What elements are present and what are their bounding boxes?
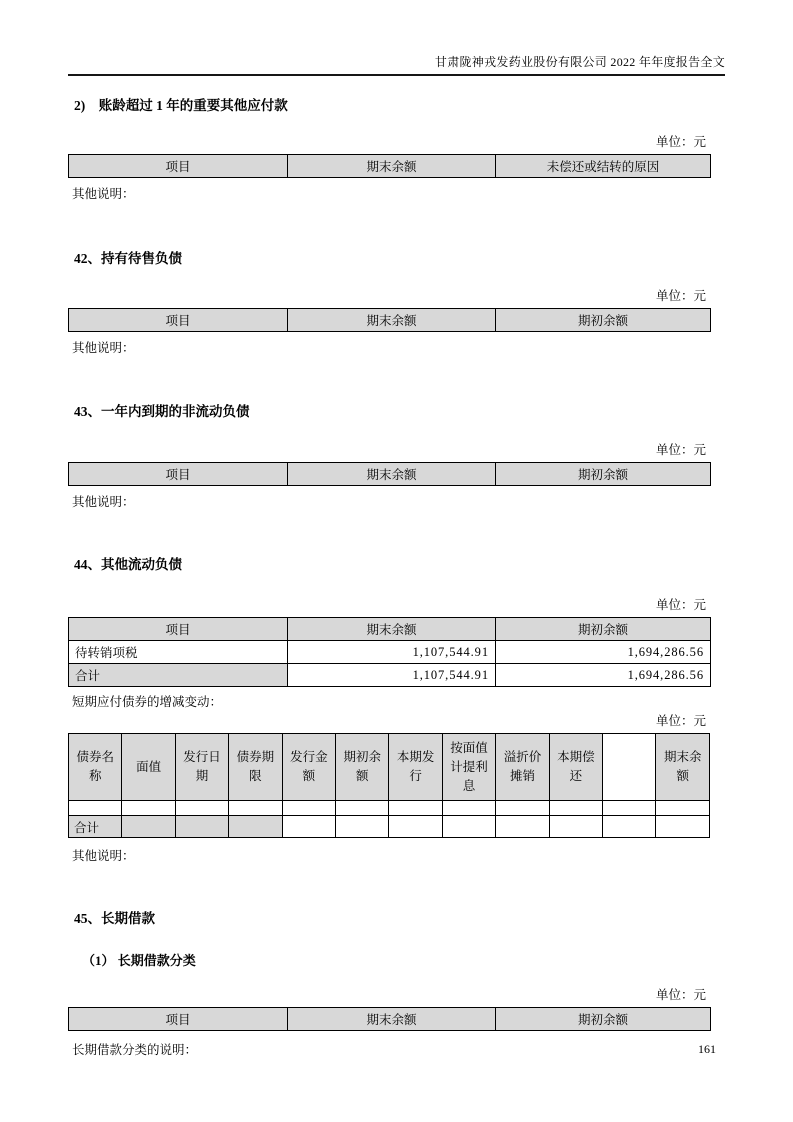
table-row-vat-to-be-transferred <box>69 641 711 664</box>
unit-label: 单位：元 <box>655 135 706 149</box>
section-heading-45: 45、长期借款 <box>74 911 155 927</box>
empty-cell <box>122 816 175 838</box>
empty-cell <box>549 816 602 838</box>
column-header-bond-name: 债券名称 <box>69 734 122 801</box>
bond-change-caption: 短期应付债券的增减变动： <box>72 695 223 709</box>
empty-cell <box>175 816 228 838</box>
column-header-issue-amount: 发行金额 <box>282 734 335 801</box>
empty-cell <box>496 801 549 816</box>
item-cell: 待转销项税 <box>69 641 288 664</box>
column-header-ending-balance: 期末余额 <box>656 734 710 801</box>
column-header-premium-discount-amortization: 溢折价摊销 <box>496 734 549 801</box>
column-header-item: 项目 <box>69 309 288 332</box>
page-number: 161 <box>698 1042 716 1056</box>
empty-cell <box>442 801 495 816</box>
beginning-balance-cell: 1,694,286.56 <box>496 641 711 664</box>
aged-other-payables-table <box>68 154 711 178</box>
section-heading-43: 43、一年内到期的非流动负债 <box>74 404 250 419</box>
other-notes-label: 其他说明： <box>72 341 135 355</box>
section-heading-aged-other-payables: 2) 账龄超过 1 年的重要其他应付款 <box>74 98 288 113</box>
empty-cell <box>496 816 549 838</box>
document-header-title: 甘肃陇神戎发药业股份有限公司 2022 年年度报告全文 <box>434 55 725 69</box>
table-header-row <box>69 309 711 332</box>
unit-label: 单位：元 <box>655 289 706 303</box>
ending-balance-cell: 1,107,544.91 <box>288 641 496 664</box>
empty-cell <box>389 816 442 838</box>
empty-cell <box>389 801 442 816</box>
section-heading-44: 44、其他流动负债 <box>74 557 182 572</box>
section-heading-42: 42、持有待售负债 <box>74 251 182 266</box>
empty-cell <box>603 816 656 838</box>
empty-cell <box>336 816 389 838</box>
table-row-empty <box>69 801 710 816</box>
column-header-repaid-this-period: 本期偿还 <box>549 734 602 801</box>
held-for-sale-liabilities-table <box>68 308 711 332</box>
long-term-loans-table <box>68 1007 711 1031</box>
column-header-issued-this-period: 本期发行 <box>389 734 442 801</box>
column-header-issue-date: 发行日期 <box>175 734 228 801</box>
other-notes-label: 其他说明： <box>72 187 135 201</box>
column-header-ending-balance: 期末余额 <box>288 463 496 486</box>
empty-cell <box>549 801 602 816</box>
beginning-balance-cell: 1,694,286.56 <box>496 664 711 687</box>
other-notes-label: 其他说明： <box>72 849 135 864</box>
short-term-bonds-table <box>68 733 710 838</box>
table-header-row <box>69 463 711 486</box>
empty-cell <box>122 801 175 816</box>
other-current-liabilities-table <box>68 617 711 687</box>
table-header-row <box>69 155 711 178</box>
total-label-cell: 合计 <box>69 664 288 687</box>
column-header-bond-term: 债券期限 <box>229 734 282 801</box>
other-notes-label: 其他说明： <box>72 495 135 509</box>
column-header-beginning-balance: 期初余额 <box>496 618 711 641</box>
header-divider <box>68 74 725 76</box>
column-header-ending-balance: 期末余额 <box>288 618 496 641</box>
column-header-reason: 未偿还或结转的原因 <box>496 155 711 178</box>
empty-cell <box>175 801 228 816</box>
unit-label: 单位：元 <box>655 443 706 457</box>
loan-classification-note: 长期借款分类的说明： <box>72 1043 198 1058</box>
column-header-beginning-balance: 期初余额 <box>336 734 389 801</box>
column-header-interest-at-face: 按面值计提利息 <box>442 734 495 801</box>
empty-cell <box>229 801 282 816</box>
table-header-row <box>69 1008 711 1031</box>
unit-label: 单位：元 <box>655 598 706 612</box>
column-header-item: 项目 <box>69 618 288 641</box>
empty-cell <box>282 816 335 838</box>
column-header-item: 项目 <box>69 463 288 486</box>
column-header-blank <box>603 734 656 801</box>
empty-cell <box>282 801 335 816</box>
empty-cell <box>69 801 122 816</box>
table-row-total <box>69 816 710 838</box>
unit-label: 单位：元 <box>655 988 706 1003</box>
empty-cell <box>442 816 495 838</box>
column-header-ending-balance: 期末余额 <box>288 1008 496 1031</box>
column-header-face-value: 面值 <box>122 734 175 801</box>
column-header-ending-balance: 期末余额 <box>288 155 496 178</box>
column-header-beginning-balance: 期初余额 <box>496 1008 711 1031</box>
empty-cell <box>229 816 282 838</box>
ending-balance-cell: 1,107,544.91 <box>288 664 496 687</box>
column-header-item: 项目 <box>69 1008 288 1031</box>
table-header-row <box>69 618 711 641</box>
empty-cell <box>336 801 389 816</box>
table-header-row <box>69 734 710 801</box>
column-header-beginning-balance: 期初余额 <box>496 463 711 486</box>
empty-cell <box>656 816 710 838</box>
unit-label: 单位：元 <box>655 714 706 728</box>
table-row-total <box>69 664 711 687</box>
column-header-item: 项目 <box>69 155 288 178</box>
noncurrent-liabilities-due-1y-table <box>68 462 711 486</box>
column-header-beginning-balance: 期初余额 <box>496 309 711 332</box>
subsection-heading-loan-classification: （1） 长期借款分类 <box>82 953 196 969</box>
empty-cell <box>603 801 656 816</box>
total-label-cell: 合计 <box>69 816 122 838</box>
empty-cell <box>656 801 710 816</box>
column-header-ending-balance: 期末余额 <box>288 309 496 332</box>
